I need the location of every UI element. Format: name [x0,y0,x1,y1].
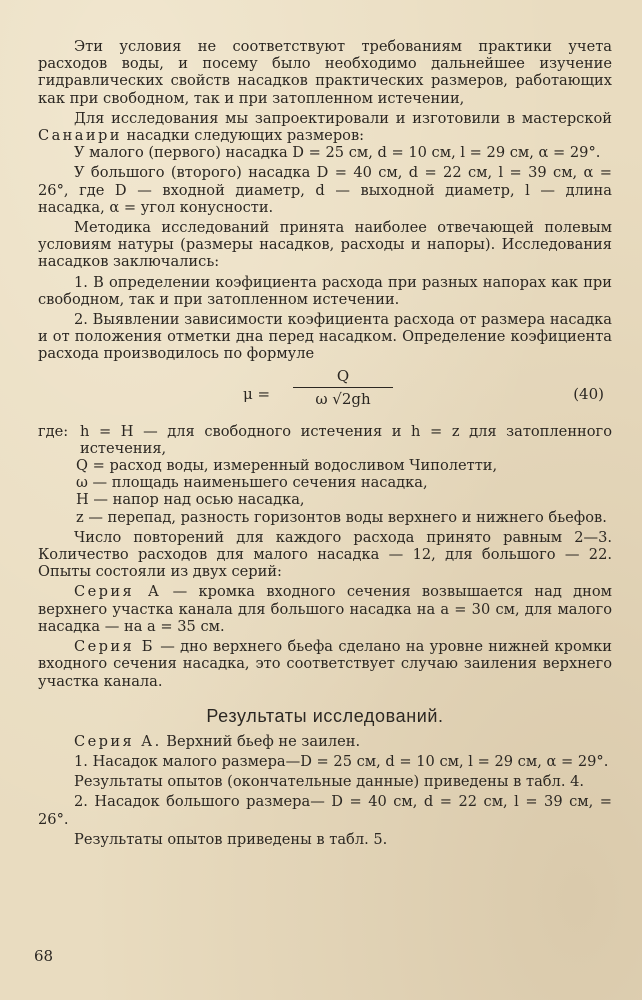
study-item-1: 1. В определении коэфициента расхода при разных напорах как при свободном, так и при затопленном истечении. [38,273,612,308]
formula-fraction [293,367,393,408]
series-b-text: — дно верхнего бьефа сделано на уровне нижней кромки входного сечения насадка, это соответствует случаю заиления верхнего участка канала. [38,638,612,690]
result-item-2: 2. Насадок большого размера— D = 40 см, d = 22 см, l = 39 см, = 26°. [38,793,612,828]
results-series-a-text: Верхний бьеф не заилен. [166,732,361,750]
formula-denominator: ω √2gh [315,389,371,408]
where-label: где: [38,422,69,440]
z-definition: z — перепад, разность горизонтов воды верхнего и нижнего бьефов. [76,508,607,526]
method-paragraph: Методика исследований принята наиболее отвечающей полевым условиям натуры (размеры насадков, расходы и напоры). Исследования насадков заключались: [38,219,612,271]
result-item-1: 1. Насадок малого размера—D = 25 см, d = 10 см, l = 29 см, α = 29°. [74,752,609,770]
result-item-2-note: Результаты опытов приведены в табл. 5. [74,830,388,848]
series-b-paragraph [38,638,612,690]
page-number: 68 [34,947,54,965]
formula-40 [38,367,612,421]
repeats-paragraph: Число повторений для каждого расхода принято равным 2—3. Количество расходов для малого насадка — 12, для большого — 22. Опыты состояли из двух серий: [38,528,612,581]
study-item-2: 2. Выявлении зависимости коэфициента расхода от размера насадка и от положения отметки дна перед насадком. Определение коэфициента расхода производилось по формуле [38,311,612,363]
results-series-a-label: Серия А. [74,732,162,750]
H-definition: H — напор над осью насадка, [76,491,305,509]
workshop-prefix: Для исследования мы запроектировали и изготовили в мастерской [74,109,612,127]
results-series-a [38,733,612,750]
org-name: Санаири [38,127,122,145]
large-nozzle-dimensions: У большого (второго) насадка D = 40 см, d = 22 см, l = 39 см, α = 26°, где D — входной диаметр, d — выходной диаметр, l — длина насадка, α = угол конусности. [38,164,612,216]
intro-paragraph: Эти условия не соответствуют требованиям практики учета расходов воды, и посему было необходимо дальнейшее изучение гидравлических свойств насадков практических размеров, работающих как при свободном, так и при затопленном истечении, [38,38,612,107]
h-definition: h = H — для свободного истечения и h = z для затопленного истечения, [80,422,612,457]
omega-definition: ω — площадь наименьшего сечения насадка, [76,474,428,492]
series-a-text: — кромка входного сечения возвышается над дном верхнего участка канала для большого насадка на a = 30 см, для малого насадка — на a = 35 см. [38,583,613,635]
workshop-suffix: насадки следующих размеров: [126,127,365,145]
series-b-label: Серия Б [74,638,155,656]
formula-numerator: Q [293,367,393,388]
result-item-1-note: Результаты опытов (окончательные данные) приведены в табл. 4. [74,773,585,791]
equation-number: (40) [573,384,604,403]
q-definition: Q = расход воды, измеренный водосливом Чиполетти, [76,457,498,475]
workshop-paragraph [38,110,612,144]
series-a-paragraph [38,583,612,635]
where-block [38,423,612,457]
series-a-label: Серия А [74,583,162,601]
formula-lhs: μ = [243,384,271,403]
small-nozzle-dimensions: У малого (первого) насадка D = 25 см, d = 10 см, l = 29 см, α = 29°. [74,144,601,162]
results-heading: Результаты исследований. [206,705,444,726]
